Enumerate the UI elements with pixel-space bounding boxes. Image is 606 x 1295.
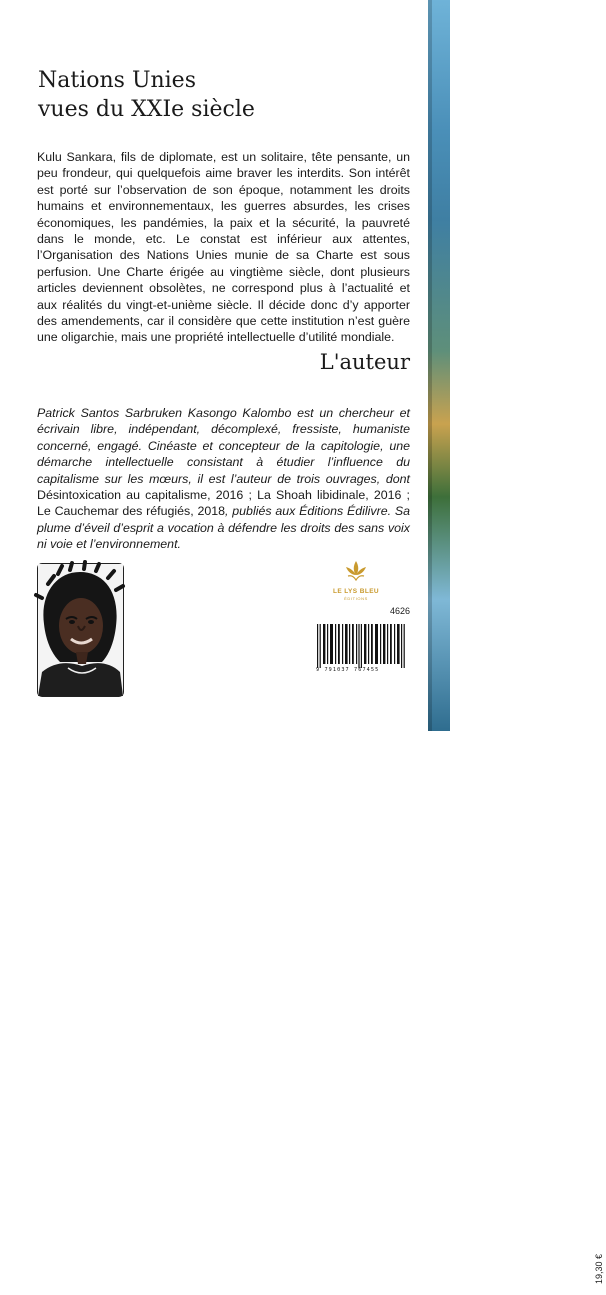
book-title	[38, 66, 408, 124]
author-heading: L'auteur	[319, 350, 410, 374]
publisher-name: LE LYS BLEU	[332, 588, 380, 595]
author-bio	[37, 405, 410, 553]
author-photo	[37, 563, 124, 697]
publisher-sub: ÉDITIONS	[344, 596, 368, 601]
spine-shadow	[428, 0, 432, 731]
price-label	[592, 1245, 606, 1295]
price-text: 19,30 €	[594, 1253, 604, 1285]
bio-part-2: , publiés aux Éditions Édilivre. Sa plume d’éveil d’esprit a vocation à défendre les droits des sans voix ni voie et l’environnement.	[37, 504, 410, 552]
bio-book-2: La Shoah libidinale, 2016	[257, 488, 402, 503]
isbn-digits: 9 791037 767455	[316, 667, 380, 673]
bio-sep-1: ;	[243, 488, 258, 503]
bio-part-1: Patrick Santos Sarbruken Kasongo Kalombo est un chercheur et écrivain libre, indépendant, décomplexé, fressiste, humaniste concerné, engagé. Cinéaste et concepteur de la capitologie, une démarche intellectuelle consistant à étudier l’influence du capitalisme sur les mœurs, il est l’auteur de trois ouvrages, dont	[37, 406, 410, 486]
bio-book-3: Le Cauchemar des réfugiés, 2018	[37, 504, 226, 519]
title-line-1: Nations Unies	[38, 68, 196, 93]
synopsis: Kulu Sankara, fils de diplomate, est un solitaire, tête pensante, un peu frondeur, qui quelquefois aime braver les interdits. Son intérêt est porté sur l’observation de son époque, notamment les droits humains et environnementaux, les guerres absurdes, les crises économiques, les pandémies, la paix et la sécurité, la pauvreté dans le monde, etc. Le constat est inférieur aux attentes, l’Organisation des Nations Unies munie de sa Charte est sous perfusion. Une Charte érigée au vingtième siècle, dont plusieurs articles deviennent obsolètes, ne correspond plus à l’actualité et aux réalités du vingt-et-unième siècle. Il décide donc d’y apporter des amendements, car il considère que cette institution n’est guère une oligarchie, mais une propriété intellectuelle d’utilité mondiale.	[37, 150, 410, 345]
product-code: 4626	[389, 606, 410, 616]
bio-sep-2: ;	[401, 488, 410, 503]
lily-icon	[344, 560, 368, 582]
bio-book-1: Désintoxication au capitalisme, 2016	[37, 488, 244, 503]
title-line-2: vues du XXIe siècle	[38, 97, 255, 122]
author-portrait-illustration	[38, 564, 123, 696]
publisher-logo	[328, 560, 384, 610]
